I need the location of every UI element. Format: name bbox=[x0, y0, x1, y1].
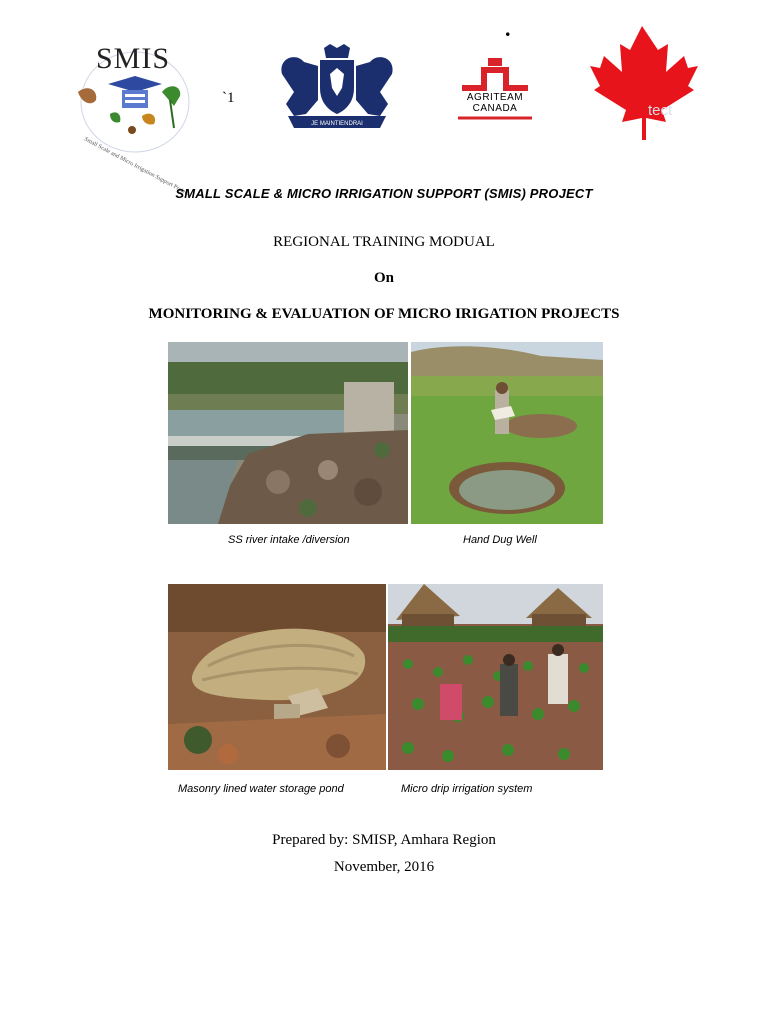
canada-maple-leaf-logo bbox=[590, 26, 706, 140]
agriteam-canada-logo bbox=[454, 58, 536, 124]
caption-micro-drip-irrigation: Micro drip irrigation system bbox=[401, 783, 533, 795]
photo-river-intake bbox=[168, 342, 408, 524]
document-date: November, 2016 bbox=[333, 859, 435, 875]
caption-masonry-pond: Masonry lined water storage pond bbox=[178, 783, 344, 795]
project-title: SMALL SCALE & MICRO IRRIGATION SUPPORT (SMIS) PROJECT bbox=[175, 186, 593, 201]
agriteam-line1: AGRITEAM bbox=[466, 92, 524, 103]
svg-text:Small Scale and Micro Irrigati: Small Scale and Micro Irrigation Support Project bbox=[83, 136, 191, 198]
faded-text: tect bbox=[648, 102, 673, 119]
netherlands-motto: JE MAINTIENDRAI bbox=[311, 121, 363, 127]
on-label: On bbox=[373, 270, 394, 286]
stray-dot: . bbox=[505, 16, 511, 41]
agriteam-line2: CANADA bbox=[472, 103, 518, 114]
netherlands-coat-of-arms bbox=[274, 44, 400, 132]
photo-masonry-pond bbox=[168, 584, 386, 770]
prepared-by: Prepared by: SMISP, Amhara Region bbox=[272, 832, 496, 848]
smis-logo-text: SMIS bbox=[96, 42, 171, 75]
caption-river-intake: SS river intake /diversion bbox=[228, 534, 350, 546]
training-title: REGIONAL TRAINING MODUAL bbox=[273, 234, 495, 250]
caption-hand-dug-well: Hand Dug Well bbox=[463, 534, 537, 546]
photo-hand-dug-well bbox=[411, 342, 603, 524]
topic-title: MONITORING & EVALUATION OF MICRO IRIGATION PROJECTS bbox=[148, 306, 620, 322]
stray-mark: `1 bbox=[222, 90, 235, 106]
smis-logo bbox=[70, 42, 200, 198]
photo-micro-drip-irrigation bbox=[388, 584, 603, 770]
